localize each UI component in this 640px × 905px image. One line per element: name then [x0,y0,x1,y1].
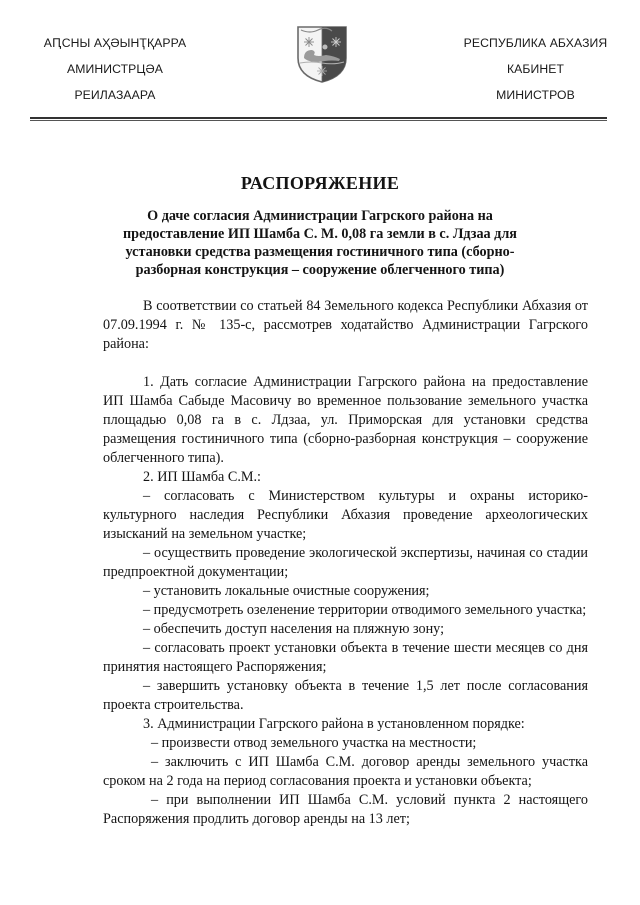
item-3-heading: 3. Администрации Гагрского района в установленном порядке: [143,716,525,732]
item-2-subitem: – согласовать проект установки объекта в течение шести месяцев со дня принятия настоящего Распоряжения; [103,640,588,675]
item-3-subitem: – произвести отвод земельного участка на местности; [151,735,477,751]
header-right-line3: МИНИСТРОВ [496,88,575,102]
document-body [103,297,588,829]
item-2-subitem: – согласовать с Министерством культуры и охраны историко-культурного наследия Республики Абхазия проведение археологических изысканий на земельном участке; [103,488,588,542]
header-right-line2: КАБИНЕТ [506,62,565,76]
item-2-heading: 2. ИП Шамба С.М.: [143,469,261,485]
header-right-line1: РЕСПУБЛИКА АБХАЗИЯ [463,36,608,50]
item-2-subitem: – предусмотреть озеленение территории отводимого земельного участка; [143,602,587,618]
document-subject: О даче согласия Администрации Гагрского района на предоставление ИП Шамба С. М. 0,08 га земли в с. Лдзаа для установки средства размещения гостиничного типа (сборно-разборная конструкция – сооружение облегченного типа) [123,208,517,278]
item-2-subitem: – обеспечить доступ населения на пляжную зону; [143,621,445,637]
item-2-subitem: – осуществить проведение экологической экспертизы, начиная со стадии предпроектной документации; [103,545,588,580]
preamble: В соответствии со статьей 84 Земельного кодекса Республики Абхазия от 07.09.1994 г. № 135-с, рассмотрев ходатайство Администрации Гагрского района: [103,298,588,352]
header-right-block [448,30,623,108]
header-left-line2: АМИНИСТРЦӘА [67,62,163,76]
document-type-title: РАСПОРЯЖЕНИЕ [240,173,400,193]
header-divider-thin [30,120,607,121]
header-left-line3: РЕИЛАЗААРА [74,88,156,102]
header-left-block [30,30,200,108]
item-2-subitem: – завершить установку объекта в течение 1,5 лет после согласования проекта строительства. [103,678,588,713]
item-3-subitem: – при выполнении ИП Шамба С.М. условий пункта 2 настоящего Распоряжения продлить договор аренды на 13 лет; [103,792,588,827]
item-1: 1. Дать согласие Администрации Гагрского района на предоставление ИП Шамба Сабыде Масовичу во временное пользование земельного участка площадью 0,08 га в с. Лдзаа, ул. Приморская для установки средства размещения гостиничного типа (сборно-разборная конструкция – сооружение облегченного типа). [103,374,588,466]
header-left-line1: АԤСНЫ АҲӘЫНҬҚАРРА [43,36,187,50]
header-divider [30,117,607,119]
item-3-subitem: – заключить с ИП Шамба С.М. договор аренды земельного участка сроком на 2 года на период согласования проекта и установки объекта; [103,754,588,789]
coat-of-arms-icon [292,24,352,84]
item-2-subitem: – установить локальные очистные сооружения; [143,583,430,599]
